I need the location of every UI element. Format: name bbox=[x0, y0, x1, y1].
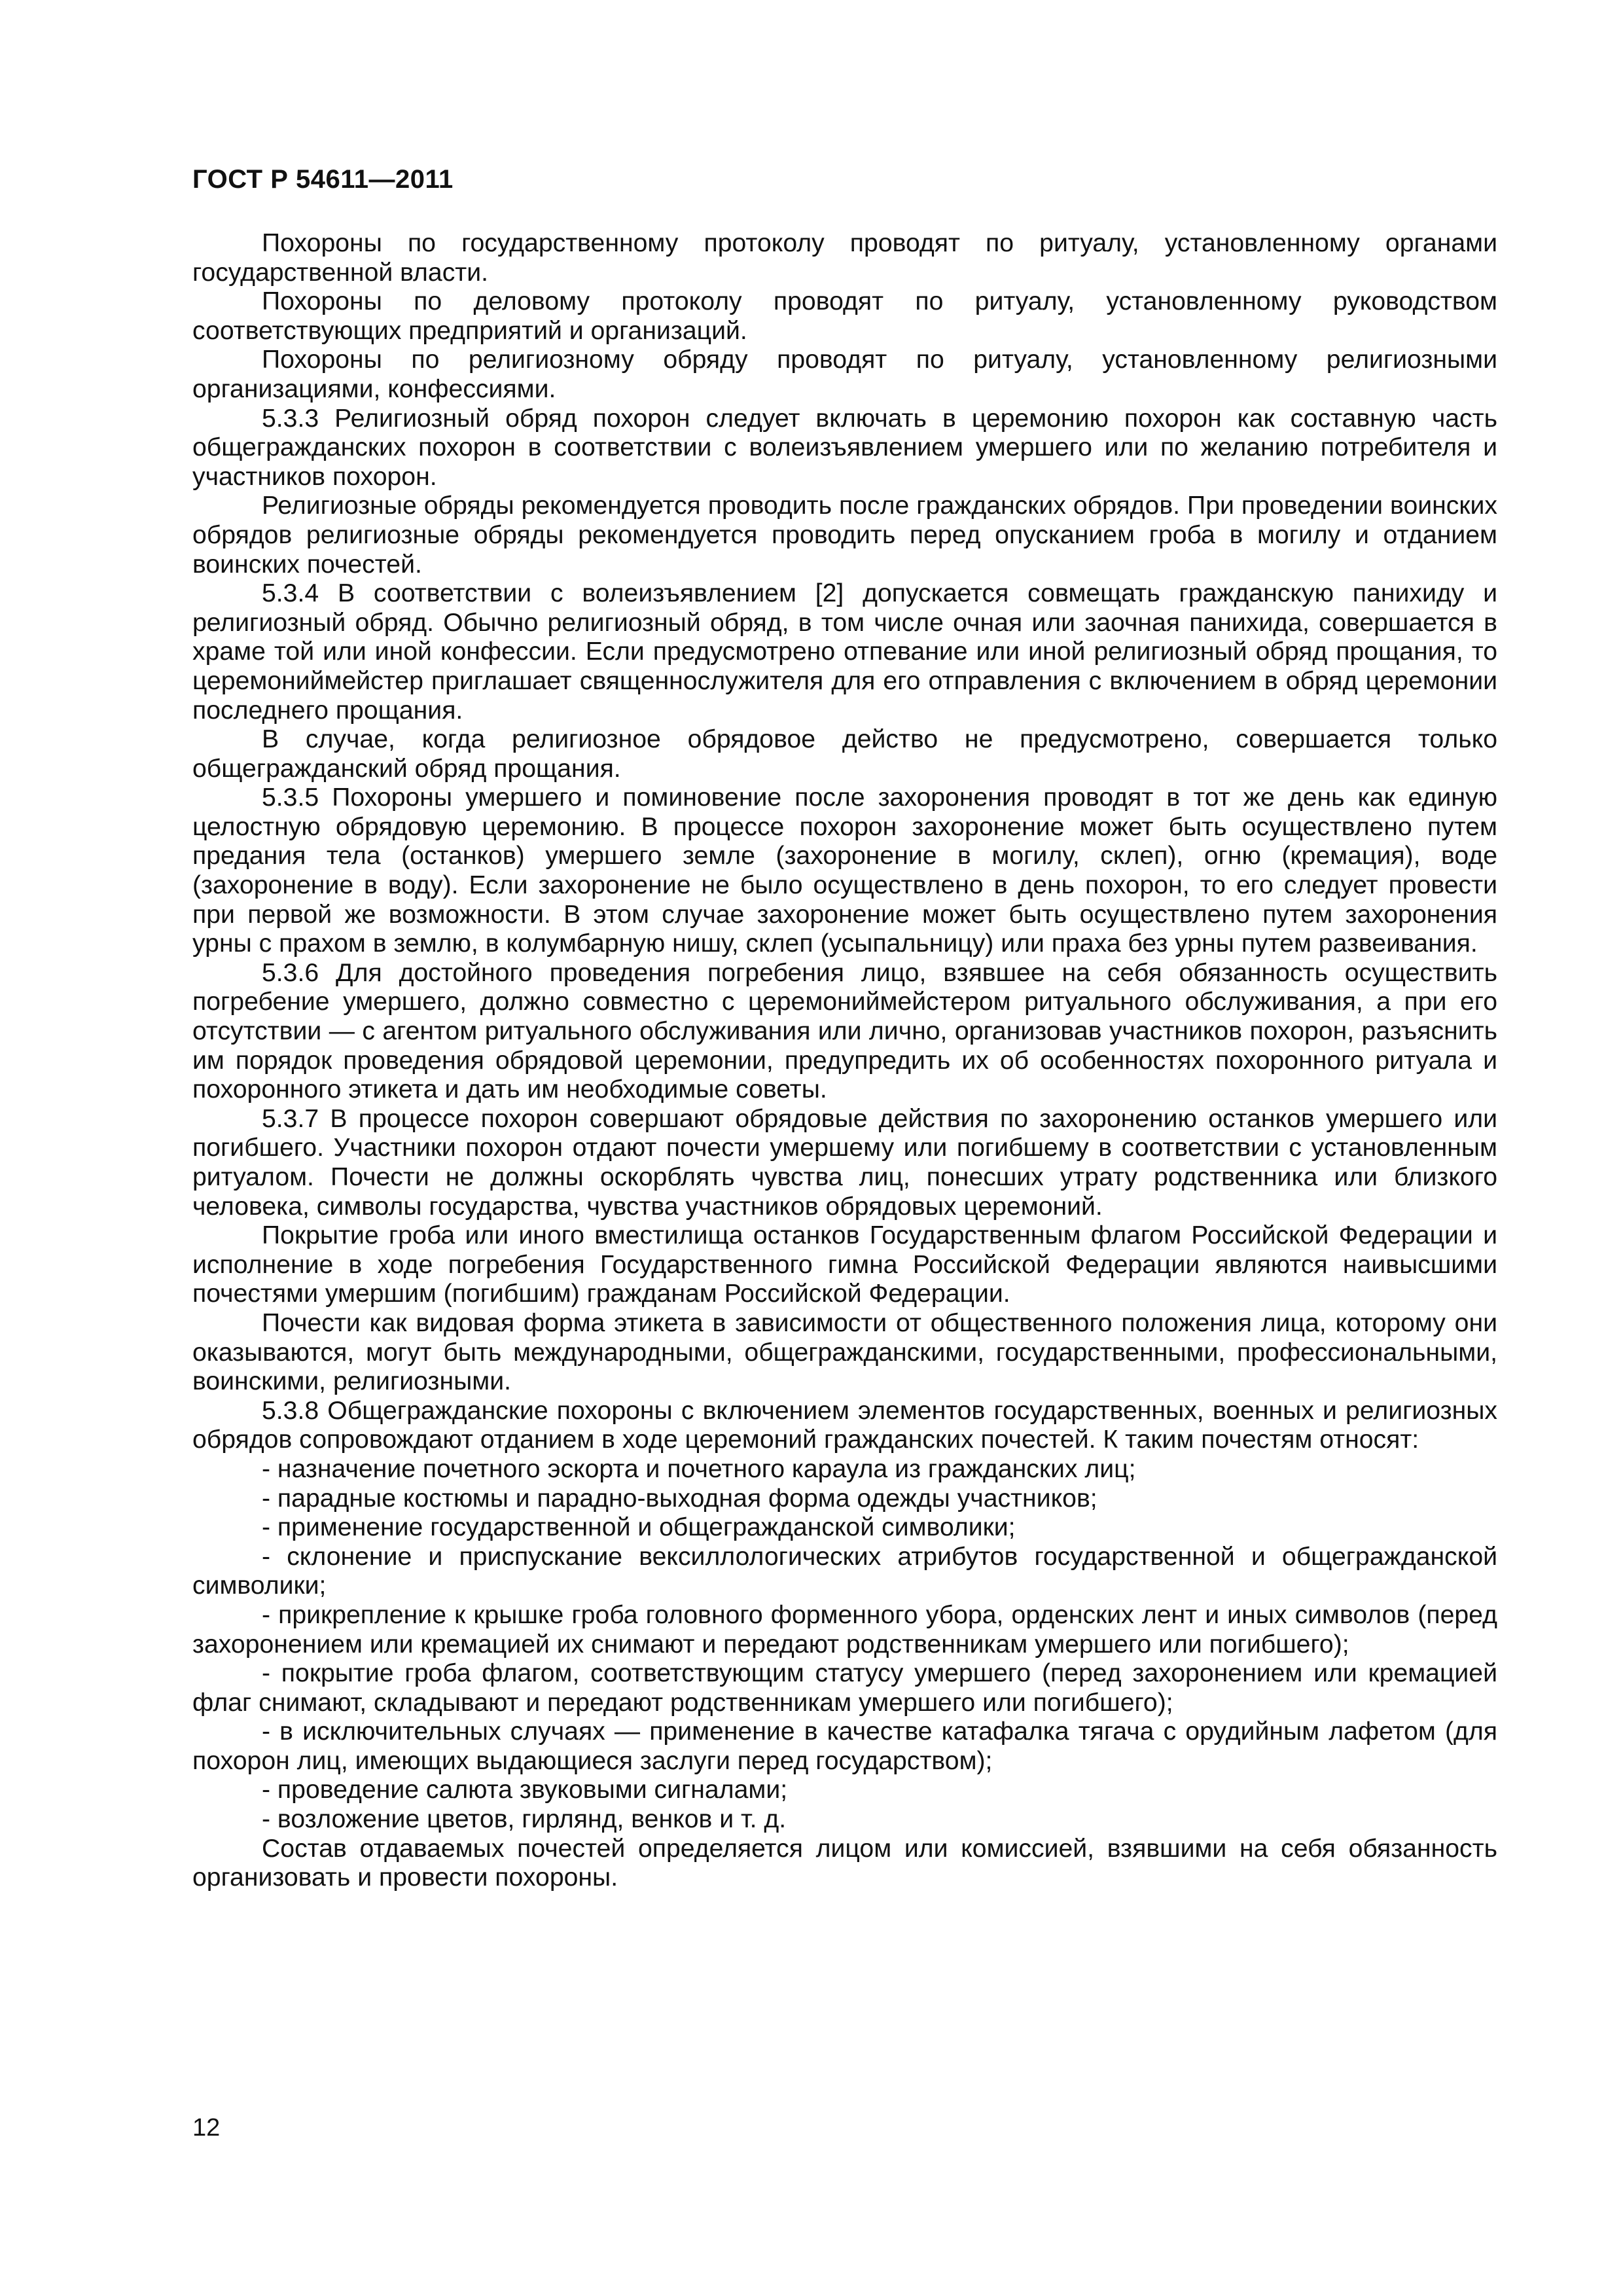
clause-5-3-4: 5.3.4 В соответствии с волеизъявлением [2] допускается совмещать гражданскую панихиду и религиозный обряд. Обычно религиозный обряд, в том числе очная или заочная панихида, совершается в храме той или иной конфессии. Если предусмотрено отпевание или иной религиозный обряд прощания, то церемониймейстер приглашает священнослужителя для его отправления с включением в обряд церемонии последнего прощания. bbox=[192, 579, 1497, 725]
clause-5-3-6: 5.3.6 Для достойного проведения погребения лицо, взявшее на себя обязанность осуществить погребение умершего, должно совместно с церемониймейстером ритуального обслуживания, а при его отсутствии — с агентом ритуального обслуживания или лично, организовав участников похорон, разъяснить им порядок проведения обрядовой церемонии, предупредить их об особенностях похоронного ритуала и похоронного этикета и дать им необходимые советы. bbox=[192, 958, 1497, 1104]
paragraph: Похороны по религиозному обряду проводят по ритуалу, установленному религиозными организациями, конфессиями. bbox=[192, 346, 1497, 403]
clause-5-3-3: 5.3.3 Религиозный обряд похорон следует включать в церемонию похорон как составную часть общегражданских похорон в соответствии с волеизъявлением умершего или по желанию потребителя и участников похорон. bbox=[192, 404, 1497, 491]
list-item: - парадные костюмы и парадно-выходная форма одежды участников; bbox=[262, 1484, 1097, 1513]
standard-header: ГОСТ Р 54611—2011 bbox=[192, 165, 454, 194]
page-number: 12 bbox=[192, 2114, 221, 2142]
body-text bbox=[192, 229, 1497, 1893]
list-item: - склонение и приспускание вексиллологических атрибутов государственной и общегражданской символики; bbox=[192, 1542, 1497, 1600]
list-item: - прикрепление к крышке гроба головного форменного убора, орденских лент и иных символов (перед захоронением или кремацией их снимают и передают родственникам умершего или погибшего); bbox=[192, 1600, 1497, 1659]
paragraph: Почести как видовая форма этикета в зависимости от общественного положения лица, которому они оказываются, могут быть международными, общегражданскими, государственными, профессиональными, воинскими, религиозными. bbox=[192, 1308, 1497, 1396]
paragraph: Похороны по государственному протоколу проводят по ритуалу, установленному органами государственной власти. bbox=[192, 229, 1497, 287]
clause-5-3-8: 5.3.8 Общегражданские похороны с включением элементов государственных, военных и религиозных обрядов сопровождают отданием в ходе церемоний гражданских почестей. К таким почестям относят: bbox=[192, 1396, 1497, 1454]
list-item: - применение государственной и общегражданской символики; bbox=[262, 1513, 1016, 1542]
list-item: - возложение цветов, гирлянд, венков и т. д. bbox=[262, 1805, 787, 1834]
paragraph: Покрытие гроба или иного вместилища останков Государственным флагом Российской Федерации и исполнение в ходе погребения Государственного гимна Российской Федерации являются наивысшими почестями умершим (погибшим) гражданам Российской Федерации. bbox=[192, 1221, 1497, 1308]
list-item: - в исключительных случаях — применение в качестве катафалка тягача с орудийным лафетом (для похорон лиц, имеющих выдающиеся заслуги перед государством); bbox=[192, 1717, 1497, 1775]
clause-5-3-5: 5.3.5 Похороны умершего и поминовение после захоронения проводят в тот же день как единую целостную обрядовую церемонию. В процессе похорон захоронение может быть осуществлено путем предания тела (останков) умершего земле (захоронение в могилу, склеп), огню (кремация), воде (захоронение в воду). Если захоронение не было осуществлено в день похорон, то его следует провести при первой же возможности. В этом случае захоронение может быть осуществлено путем захоронения урны с прахом в землю, в колумбарную нишу, склеп (усыпальницу) или праха без урны путем развеивания. bbox=[192, 783, 1497, 958]
paragraph: Состав отдаваемых почестей определяется лицом или комиссией, взявшими на себя обязанность организовать и провести похороны. bbox=[192, 1834, 1497, 1892]
paragraph: В случае, когда религиозное обрядовое действо не предусмотрено, совершается только общегражданский обряд прощания. bbox=[192, 725, 1497, 783]
paragraph: Похороны по деловому протоколу проводят по ритуалу, установленному руководством соответствующих предприятий и организаций. bbox=[192, 287, 1497, 345]
list-item: - покрытие гроба флагом, соответствующим статусу умершего (перед захоронением или кремацией флаг снимают, складывают и передают родственникам умершего или погибшего); bbox=[192, 1659, 1497, 1717]
list-item: - проведение салюта звуковыми сигналами; bbox=[262, 1776, 788, 1804]
paragraph: Религиозные обряды рекомендуется проводить после гражданских обрядов. При проведении воинских обрядов религиозные обряды рекомендуется проводить перед опусканием гроба в могилу и отданием воинских почестей. bbox=[192, 492, 1497, 579]
list-item: - назначение почетного эскорта и почетного караула из гражданских лиц; bbox=[262, 1454, 1136, 1483]
clause-5-3-7: 5.3.7 В процессе похорон совершают обрядовые действия по захоронению останков умершего или погибшего. Участники похорон отдают почести умершему или погибшему в соответствии с установленным ритуалом. Почести не должны оскорблять чувства лиц, понесших утрату родственника или близкого человека, символы государства, чувства участников обрядовых церемоний. bbox=[192, 1104, 1497, 1221]
